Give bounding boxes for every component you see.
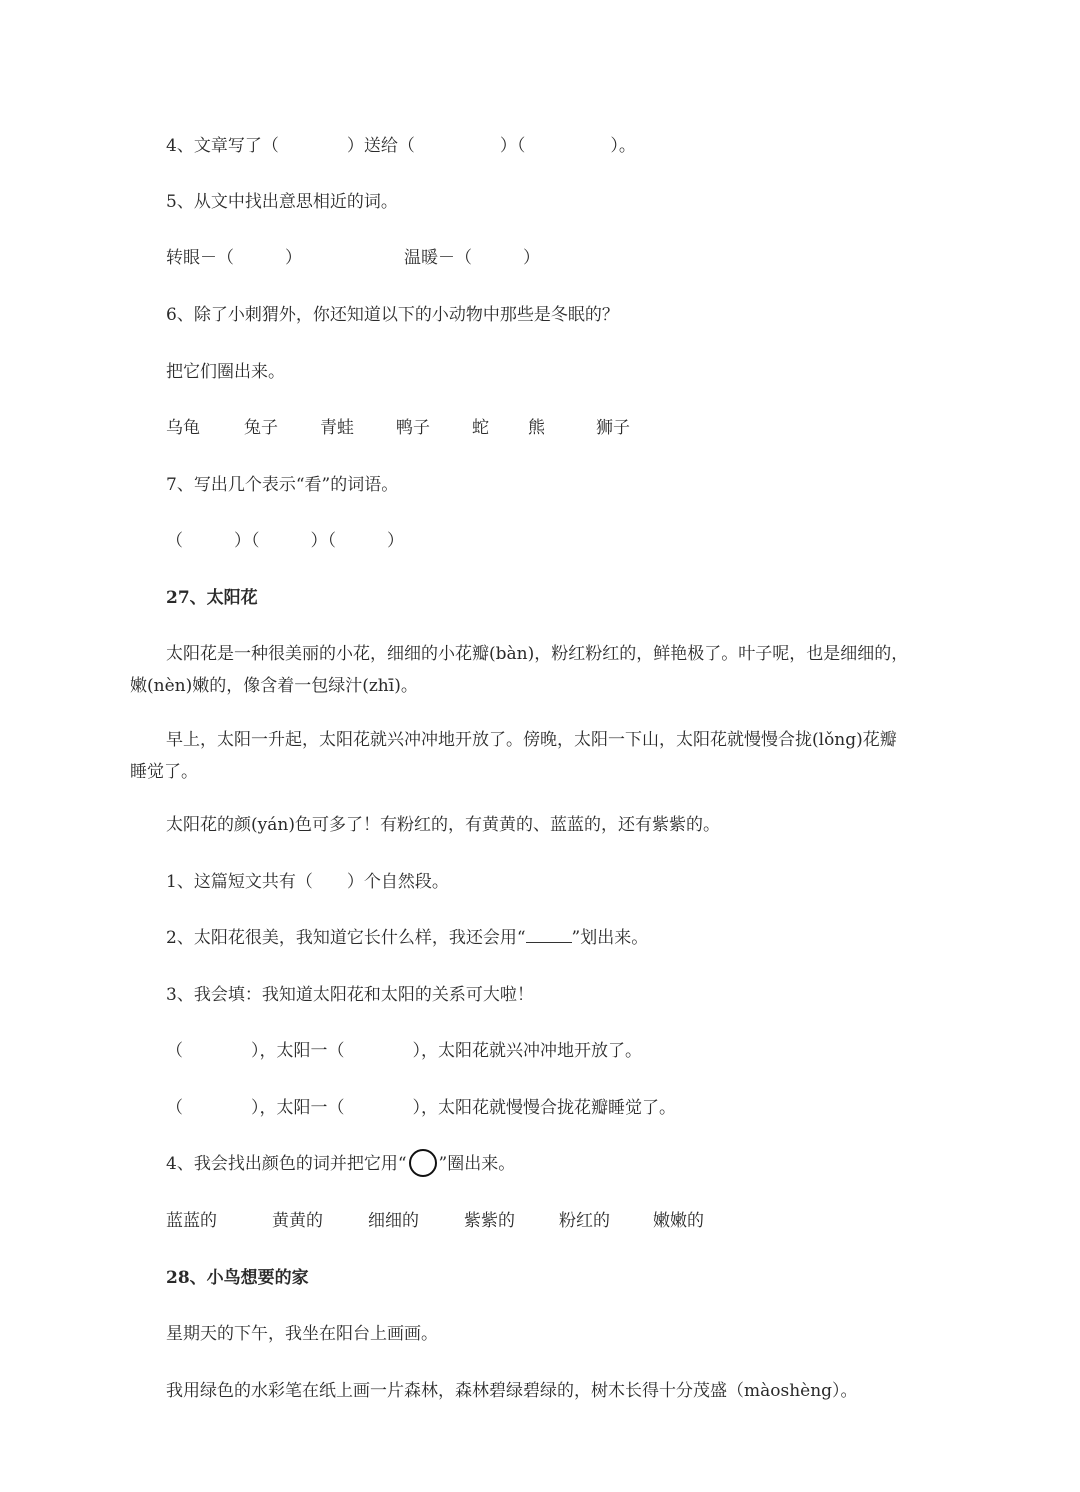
animal-option: 乌龟: [166, 418, 200, 438]
section-28-title: 28、小鸟想要的家: [166, 1268, 309, 1288]
question-7: 7、写出几个表示“看”的词语。: [166, 475, 399, 495]
section-27-paragraph-2: [130, 724, 986, 788]
section-28-paragraph-1: 星期天的下午，我坐在阳台上画画。: [166, 1324, 438, 1344]
paragraph-line: 太阳花是一种很美丽的小花，细细的小花瓣(bàn)，粉红粉红的，鲜艳极了。叶子呢，也是细细的，: [166, 644, 909, 664]
circle-icon: [409, 1149, 437, 1177]
paragraph-line: 嫩(nèn)嫩的，像含着一包绿汁(zhī)。: [130, 676, 418, 696]
section-27-title: 27、太阳花: [166, 588, 258, 608]
color-word: 粉红的: [559, 1211, 610, 1231]
section-27-paragraph-3: 太阳花的颜(yán)色可多了！有粉红的，有黄黄的、蓝蓝的，还有紫紫的。: [166, 815, 720, 835]
underline-mark: [526, 928, 572, 943]
paragraph-line: 早上，太阳一升起，太阳花就兴冲冲地开放了。傍晚，太阳一下山，太阳花就慢慢合拢(lǒng)花瓣: [166, 730, 897, 750]
section-27-question-3: 3、我会填：我知道太阳花和太阳的关系可大啦！: [166, 985, 534, 1005]
question-text: 2、太阳花很美，我知道它长什么样，我还会用“: [166, 928, 526, 948]
synonym-pair: 温暖－（ ）: [404, 248, 540, 268]
fill-in-line-2: （ ），太阳一（ ），太阳花就慢慢合拢花瓣睡觉了。: [166, 1098, 676, 1118]
animal-option: 鸭子: [396, 418, 430, 438]
question-6: 6、除了小刺猬外，你还知道以下的小动物中那些是冬眠的？: [166, 305, 619, 325]
color-word: 细细的: [368, 1211, 419, 1231]
section-28-paragraph-2: 我用绿色的水彩笔在纸上画一片森林，森林碧绿碧绿的，树木长得十分茂盛（màoshèng）。: [166, 1381, 858, 1401]
question-text: ”圈出来。: [438, 1154, 516, 1174]
animal-option: 熊: [528, 418, 545, 438]
color-word: 紫紫的: [464, 1211, 515, 1231]
synonym-pair: 转眼－（ ）: [166, 248, 302, 268]
color-word: 黄黄的: [272, 1211, 323, 1231]
question-text: 4、我会找出颜色的词并把它用“: [166, 1154, 407, 1174]
paragraph-line: 睡觉了。: [130, 762, 198, 782]
color-words-row: [166, 1209, 966, 1233]
animal-list-row: [166, 416, 966, 440]
synonym-pairs-row: [166, 246, 966, 270]
color-word: 嫩嫩的: [653, 1211, 704, 1231]
question-7-blanks: （ ）（ ）（ ）: [166, 531, 404, 551]
animal-option: 蛇: [472, 418, 489, 438]
question-text: ”划出来。: [571, 928, 649, 948]
section-27-question-4: [166, 1152, 515, 1176]
animal-option: 青蛙: [320, 418, 354, 438]
fill-in-line-1: （ ），太阳一（ ），太阳花就兴冲冲地开放了。: [166, 1041, 642, 1061]
section-27-paragraph-1: [130, 638, 986, 702]
question-4-write: 4、文章写了（ ）送给（ ）（ ）。: [166, 136, 636, 156]
question-5: 5、从文中找出意思相近的词。: [166, 192, 398, 212]
section-27-question-2: [166, 926, 648, 950]
color-word: 蓝蓝的: [166, 1211, 217, 1231]
animal-option: 狮子: [596, 418, 630, 438]
animal-option: 兔子: [244, 418, 278, 438]
section-27-question-1: 1、这篇短文共有（ ）个自然段。: [166, 872, 449, 892]
question-6-instruction: 把它们圈出来。: [166, 362, 285, 382]
